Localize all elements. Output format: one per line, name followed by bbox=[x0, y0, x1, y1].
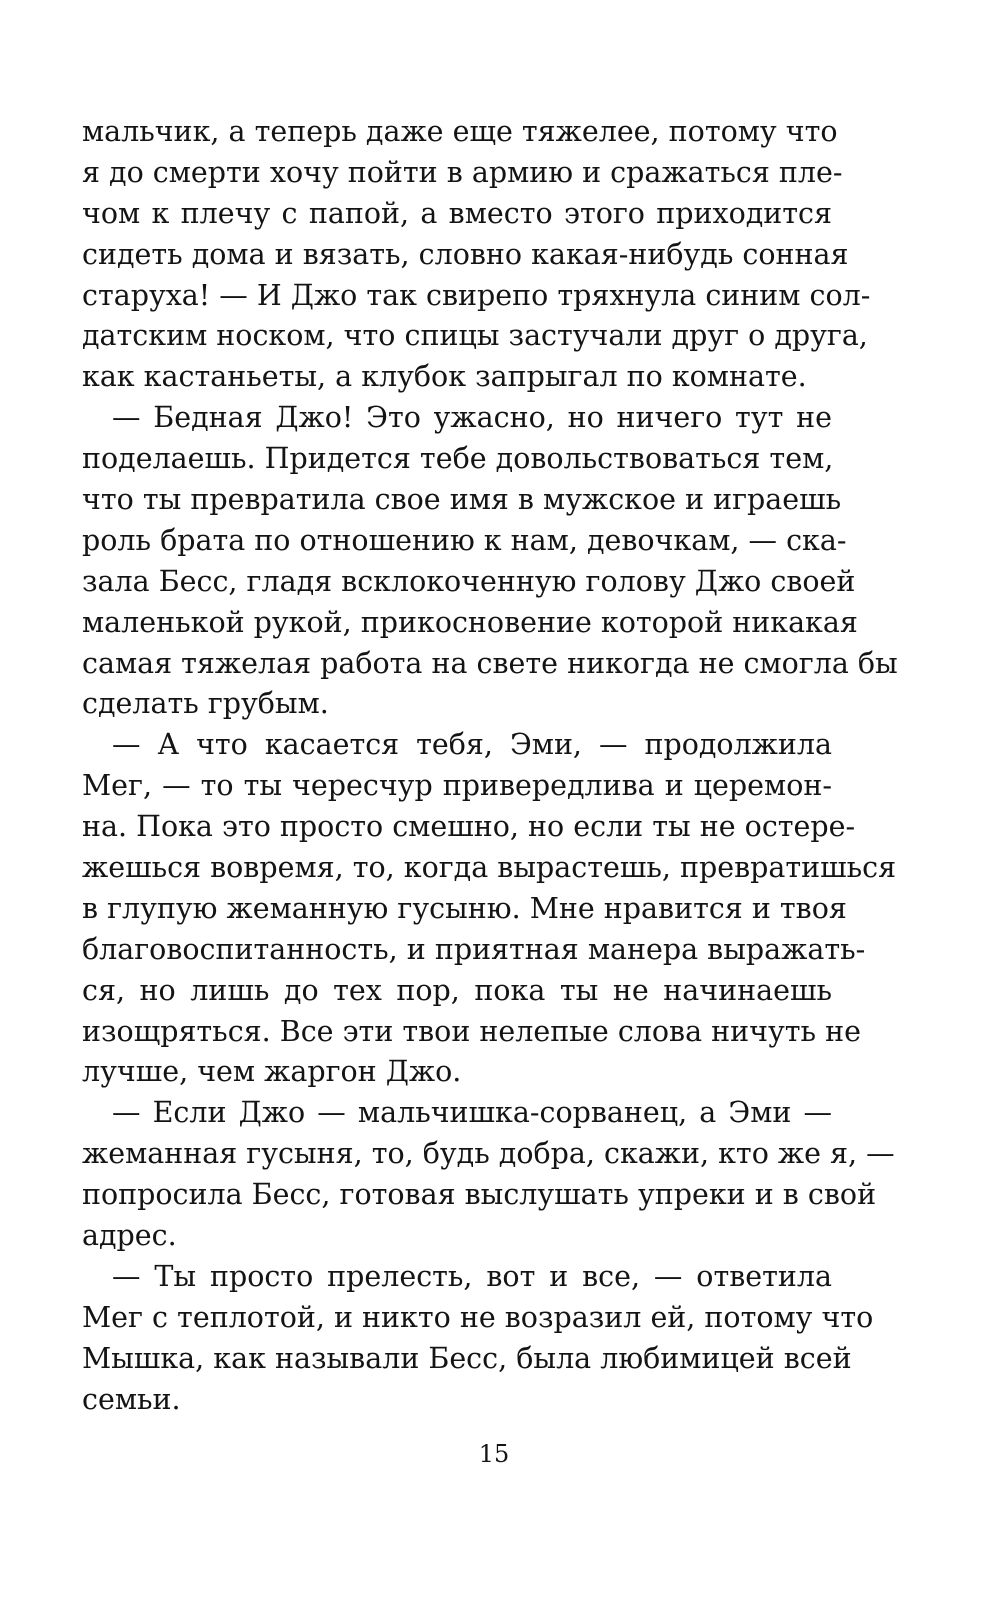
text-line: сидеть дома и вязать, словно какая-нибудь сонная bbox=[82, 237, 849, 271]
text-line: ся, но лишь до тех пор, пока ты не начинаешь bbox=[82, 973, 832, 1007]
text-line: семьи. bbox=[82, 1382, 181, 1416]
text-line: маленькой рукой, прикосновение которой никакая bbox=[82, 605, 858, 639]
text-line: Мег с теплотой, и никто не возразил ей, потому что bbox=[82, 1300, 874, 1334]
text-line: — Бедная Джо! Это ужасно, но ничего тут не bbox=[112, 401, 832, 435]
text-line: на. Пока это просто смешно, но если ты не остере- bbox=[82, 810, 856, 844]
text-line: изощряться. Все эти твои нелепые слова ничуть не bbox=[82, 1014, 861, 1048]
text-line: роль брата по отношению к нам, девочкам, — ска- bbox=[82, 523, 847, 557]
text-line: попросила Бесс, готовая выслушать упреки и в свой bbox=[82, 1178, 877, 1212]
text-line: — А что касается тебя, Эми, — продолжила bbox=[112, 728, 832, 762]
text-line: сделать грубым. bbox=[82, 687, 329, 721]
body-text bbox=[82, 112, 898, 1421]
text-line: благовоспитанность, и приятная манера выражать- bbox=[82, 932, 866, 966]
text-line: — Если Джо — мальчишка-сорванец, а Эми — bbox=[112, 1096, 832, 1130]
text-line: Мег, — то ты чересчур привередлива и церемон- bbox=[82, 769, 832, 803]
text-line: — Ты просто прелесть, вот и все, — ответила bbox=[112, 1259, 832, 1293]
text-line: поделаешь. Придется тебе довольствоваться тем, bbox=[82, 442, 834, 476]
text-line: Мышка, как называли Бесс, была любимицей всей bbox=[82, 1341, 852, 1375]
text-line: в глупую жеманную гусыню. Мне нравится и твоя bbox=[82, 891, 847, 925]
text-line: что ты превратила свое имя в мужское и играешь bbox=[82, 483, 842, 517]
page-number: 15 bbox=[478, 1440, 510, 1468]
text-line: лучше, чем жаргон Джо. bbox=[82, 1055, 462, 1089]
text-line: датским носком, что спицы застучали друг о друга, bbox=[82, 319, 868, 353]
text-line: зала Бесс, гладя всклокоченную голову Джо своей bbox=[82, 564, 856, 598]
text-line: жешься вовремя, то, когда вырастешь, превратишься bbox=[82, 851, 897, 885]
text-line: чом к плечу с папой, а вместо этого приходится bbox=[82, 196, 832, 230]
text-line: жеманная гусыня, то, будь добра, скажи, кто же я, — bbox=[82, 1137, 895, 1171]
text-line: старуха! — И Джо так свирепо тряхнула синим сол- bbox=[82, 278, 871, 312]
text-line: самая тяжелая работа на свете никогда не смогла бы bbox=[82, 646, 898, 680]
text-line: как кастаньеты, а клубок запрыгал по комнате. bbox=[82, 360, 807, 394]
text-line: мальчик, а теперь даже еще тяжелее, потому что bbox=[82, 115, 838, 148]
text-line: я до смерти хочу пойти в армию и сражаться пле- bbox=[82, 155, 843, 189]
text-line: адрес. bbox=[82, 1219, 177, 1253]
